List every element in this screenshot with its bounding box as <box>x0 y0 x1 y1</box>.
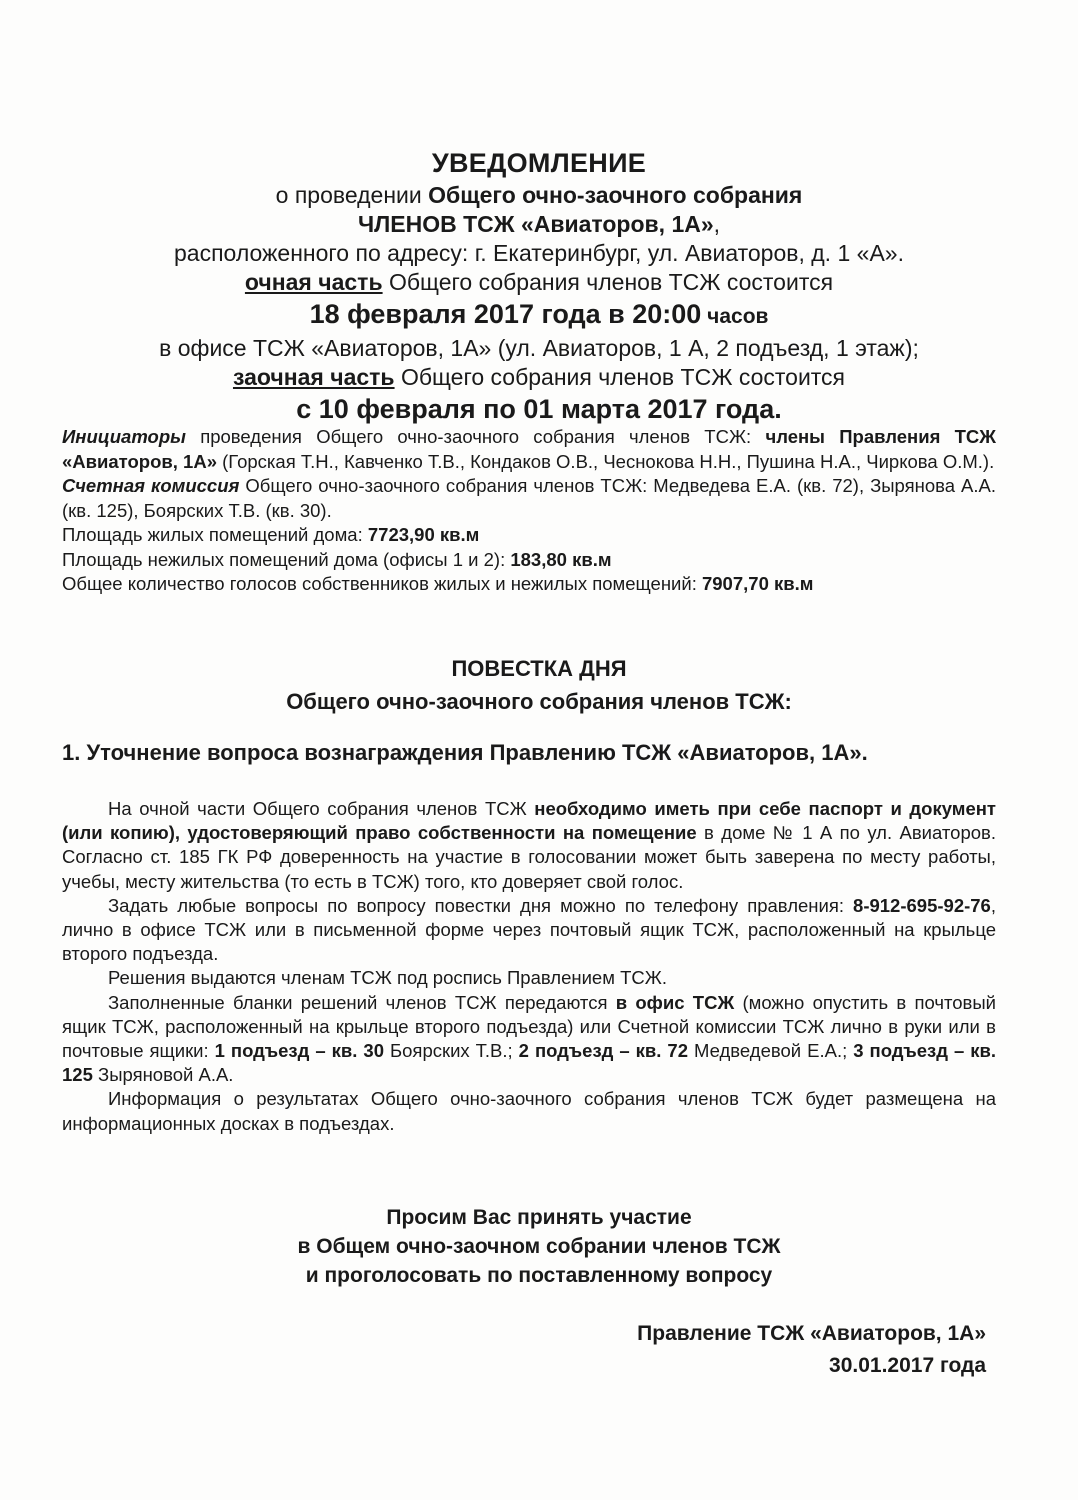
in-person-date <box>0 297 1078 334</box>
documents-text-a: На очной части Общего собрания членов ТСЖ <box>108 798 535 819</box>
initiators-names: (Горская Т.Н., Кавченко Т.В., Кондаков О.В., Чеснокова Н.Н., Пушина Н.А., Чиркова О.М.). <box>217 450 995 472</box>
ballots-office: в офис ТСЖ <box>615 991 735 1013</box>
commission-paragraph <box>62 474 996 523</box>
members-hoa-name: ЧЛЕНОВ ТСЖ «Авиаторов, 1А» <box>357 211 714 237</box>
commission-text: Общего очно-заочного собрания членов ТСЖ: Медведева Е.А. (кв. 72), Зырянова А.А. (кв. 125), Боярских Т.В. (кв. 30). <box>62 475 996 521</box>
nonresidential-area-value: 183,80 кв.м <box>510 548 612 570</box>
notice-header <box>0 145 1078 426</box>
address-line: расположенного по адресу: г. Екатеринбург, ул. Авиаторов, д. 1 «А». <box>174 240 904 266</box>
absentee-text: Общего собрания членов ТСЖ состоится <box>394 364 846 390</box>
members-line <box>0 210 1078 239</box>
instructions-body <box>62 797 996 1136</box>
notice-title: УВЕДОМЛЕНИЕ <box>431 148 647 178</box>
agenda-heading <box>0 652 1078 718</box>
documents-required: необходимо иметь при себе паспорт и документ (или копию), удостоверяющий право собственности на помещение <box>62 798 996 844</box>
agenda-item-1: 1. Уточнение вопроса вознаграждения Правлению ТСЖ «Авиаторов, 1А». <box>62 740 868 765</box>
meeting-type-bold: Общего очно-заочного собрания <box>428 182 803 208</box>
in-person-text: Общего собрания членов ТСЖ состоится <box>382 269 834 295</box>
questions-text-b: , лично в офисе ТСЖ или в письменной форме через почтовый ящик ТСЖ, расположенный на крыльце второго подъезда. <box>62 894 996 965</box>
documents-paragraph <box>62 797 996 894</box>
initiators-paragraph <box>62 425 996 474</box>
questions-text-a: Задать любые вопросы по вопросу повестки дня можно по телефону правления: <box>108 894 854 916</box>
nonresidential-area-label: Площадь нежилых помещений дома (офисы 1 и 2): <box>62 548 511 570</box>
ballots-issued-paragraph: Решения выдаются членам ТСЖ под роспись Правлением ТСЖ. <box>108 967 667 989</box>
absentee-date <box>0 392 1078 426</box>
agenda-title: ПОВЕСТКА ДНЯ <box>451 656 627 681</box>
results-paragraph: Информация о результатах Общего очно-заочного собрания членов ТСЖ будет размещена на информационных досках в подъездах. <box>62 1088 996 1134</box>
in-person-datetime: 18 февраля 2017 года в 20:00 <box>309 299 702 329</box>
ballots-text-c: Боярских Т.В.; <box>384 1040 519 1062</box>
initiators-text: проведения Общего очно-заочного собрания членов ТСЖ: <box>185 426 766 447</box>
absentee-line <box>0 363 1078 392</box>
documents-text-b: в доме № 1 А по ул. Авиаторов. Согласно ст. 185 ГК РФ доверенность на участие в голосовании может быть заверена по месту работы, учебы, месту жительства (то есть в ТСЖ) того, кто доверяет свой голос. <box>62 822 996 892</box>
ballots-entrance-1: 1 подъезд – кв. 30 <box>214 1040 384 1062</box>
initiators-board: члены Правления ТСЖ «Авиаторов, 1А» <box>62 426 997 472</box>
meeting-info <box>62 425 996 597</box>
residential-area-line <box>62 523 996 548</box>
closing-line-2: в Общем очно-заочном собрании членов ТСЖ <box>297 1235 781 1258</box>
agenda-subtitle: Общего очно-заочного собрания членов ТСЖ: <box>286 689 792 714</box>
in-person-hours: часов <box>701 305 769 328</box>
ballots-text-a: Заполненные бланки решений членов ТСЖ передаются <box>108 991 616 1013</box>
ballots-return-paragraph <box>62 991 996 1088</box>
meeting-type-plain: о проведении <box>275 182 429 208</box>
closing-appeal <box>0 1203 1078 1290</box>
closing-line-3: и проголосовать по поставленному вопросу <box>305 1264 773 1287</box>
total-votes-value: 7907,70 кв.м <box>701 573 814 594</box>
board-phone-number: 8-912-695-92-76 <box>853 894 991 916</box>
ballots-text-d: Медведевой Е.А.; <box>688 1040 854 1062</box>
absentee-label: заочная часть <box>232 364 395 390</box>
meeting-type-line <box>0 181 1078 210</box>
ballots-entrance-2: 2 подъезд – кв. 72 <box>518 1040 689 1062</box>
nonresidential-area-line <box>62 548 996 573</box>
members-comma: , <box>713 211 721 237</box>
residential-area-label: Площадь жилых помещений дома: <box>62 524 368 545</box>
questions-paragraph <box>62 894 996 967</box>
ballots-entrance-3: 3 подъезд – кв. 125 <box>62 1040 997 1086</box>
total-votes-label: Общее количество голосов собственников жилых и нежилых помещений: <box>62 573 702 594</box>
total-votes-line <box>62 572 996 597</box>
closing-line-1: Просим Вас принять участие <box>386 1206 692 1229</box>
in-person-line <box>0 268 1078 297</box>
absentee-period: с 10 февраля по 01 марта 2017 года <box>296 394 775 424</box>
commission-label: Счетная комиссия <box>62 475 240 496</box>
signature-block <box>637 1318 986 1382</box>
signature-date: 30.01.2017 года <box>829 1354 986 1377</box>
ballots-text-b: (можно опустить в почтовый ящик ТСЖ, расположенный на крыльце второго подъезда) или Счетной комиссии ТСЖ лично в руки или в почтовые ящики: <box>62 991 996 1062</box>
signature-org: Правление ТСЖ «Авиаторов, 1А» <box>637 1322 986 1345</box>
residential-area-value: 7723,90 кв.м <box>367 524 480 545</box>
initiators-label: Инициаторы <box>62 426 186 447</box>
ballots-text-e: Зыряновой А.А. <box>92 1064 234 1086</box>
absentee-dot: . <box>774 394 782 424</box>
office-location-line: в офисе ТСЖ «Авиаторов, 1А» (ул. Авиаторов, 1 А, 2 подъезд, 1 этаж); <box>159 335 919 361</box>
in-person-label: очная часть <box>244 269 383 295</box>
